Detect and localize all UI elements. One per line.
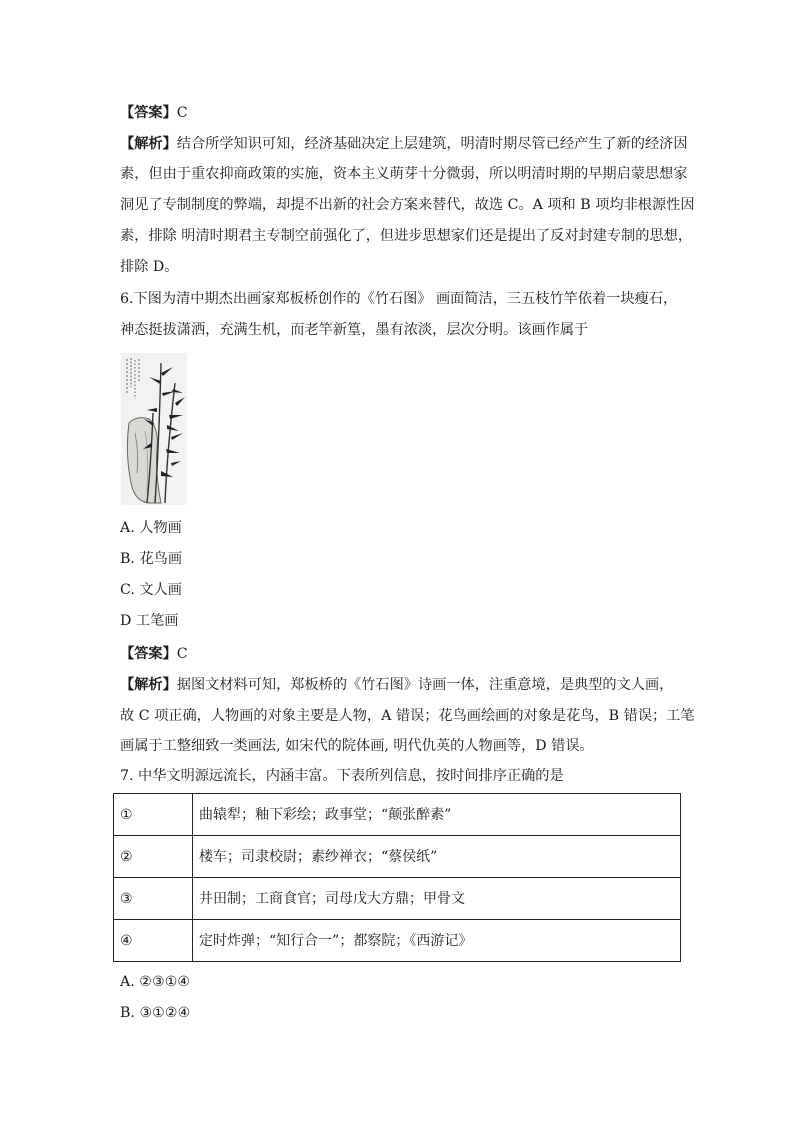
answer-tag: 【答案】 — [120, 105, 177, 121]
analysis-tag: 【解析】 — [120, 136, 177, 152]
q5-answer — [120, 103, 188, 123]
row-number: ③ — [114, 878, 193, 920]
q7-stem: 7. 中华文明源远流长，内涵丰富。下表所列信息，按时间排序正确的是 — [120, 768, 564, 784]
q6-option-b[interactable]: B. 花鸟画 — [120, 551, 183, 567]
q7-sequence-table — [113, 793, 681, 962]
q6-analysis-line-3: 画属于工整细致一类画法, 如宋代的院体画, 明代仇英的人物画等，D 错误。 — [120, 738, 594, 754]
q6-stem-line-2: 神态挺拔潇洒，充满生机，而老竿新篁，墨有浓淡，层次分明。该画作属于 — [120, 322, 589, 338]
row-content: 定时炸弹；“知行合一”；都察院；《西游记》 — [193, 920, 681, 962]
row-number: ① — [114, 794, 193, 836]
q7-option-b[interactable]: B. ③①②④ — [120, 1005, 191, 1021]
row-content: 楼车；司隶校尉；素纱禅衣；“蔡侯纸” — [193, 836, 681, 878]
q5-analysis-line-2: 素，但由于重农抑商政策的实施，资本主义萌芽十分微弱，所以明清时期的早期启蒙思想家 — [120, 166, 688, 182]
q6-stem-line-1: 6.下图为清中期杰出画家郑板桥创作的《竹石图》 画面简洁，三五枝竹竿依着一块瘦石， — [120, 291, 678, 307]
row-number: ④ — [114, 920, 193, 962]
answer-value: C — [176, 105, 188, 121]
q6-option-d[interactable]: D 工笔画 — [120, 613, 179, 629]
table-row — [114, 836, 681, 878]
q6-analysis-line-1: 【解析】据图文材料可知，郑板桥的《竹石图》诗画一体，注重意境，是典型的文人画， — [120, 677, 674, 693]
q5-analysis-line-1: 【解析】结合所学知识可知，经济基础决定上层建筑，明清时期尽管已经产生了新的经济因 — [120, 136, 688, 152]
bamboo-rock-painting — [121, 353, 187, 505]
table-row — [114, 920, 681, 962]
bamboo-rock-illustration — [121, 353, 187, 505]
q5-analysis-line-4: 素，排除 明清时期君主专制空前强化了，但进步思想家们还是提出了反对封建专制的思想， — [120, 228, 693, 244]
answer-tag: 【答案】 — [120, 646, 177, 662]
answer-value: C — [176, 646, 188, 662]
analysis-tag: 【解析】 — [120, 677, 177, 693]
table-row — [114, 878, 681, 920]
row-content: 曲辕犁；釉下彩绘；政事堂；“颠张醉素” — [193, 794, 681, 836]
q6-answer — [120, 644, 188, 664]
table-row — [114, 794, 681, 836]
row-content: 井田制；工商食官；司母戊大方鼎；甲骨文 — [193, 878, 681, 920]
q7-option-a[interactable]: A. ②③①④ — [120, 974, 191, 990]
q5-analysis-line-5: 排除 D。 — [120, 259, 179, 275]
q6-analysis-line-2: 故 C 项正确，人物画的对象主要是人物，A 错误；花鸟画绘画的对象是花鸟，B 错误；工笔 — [120, 708, 695, 724]
q5-analysis-line-3: 洞见了专制制度的弊端，却提不出新的社会方案来替代，故选 C。A 项和 B 项均非根源性因 — [120, 197, 695, 213]
q6-option-c[interactable]: C. 文人画 — [120, 582, 182, 598]
q6-option-a[interactable]: A. 人物画 — [120, 520, 182, 536]
row-number: ② — [114, 836, 193, 878]
